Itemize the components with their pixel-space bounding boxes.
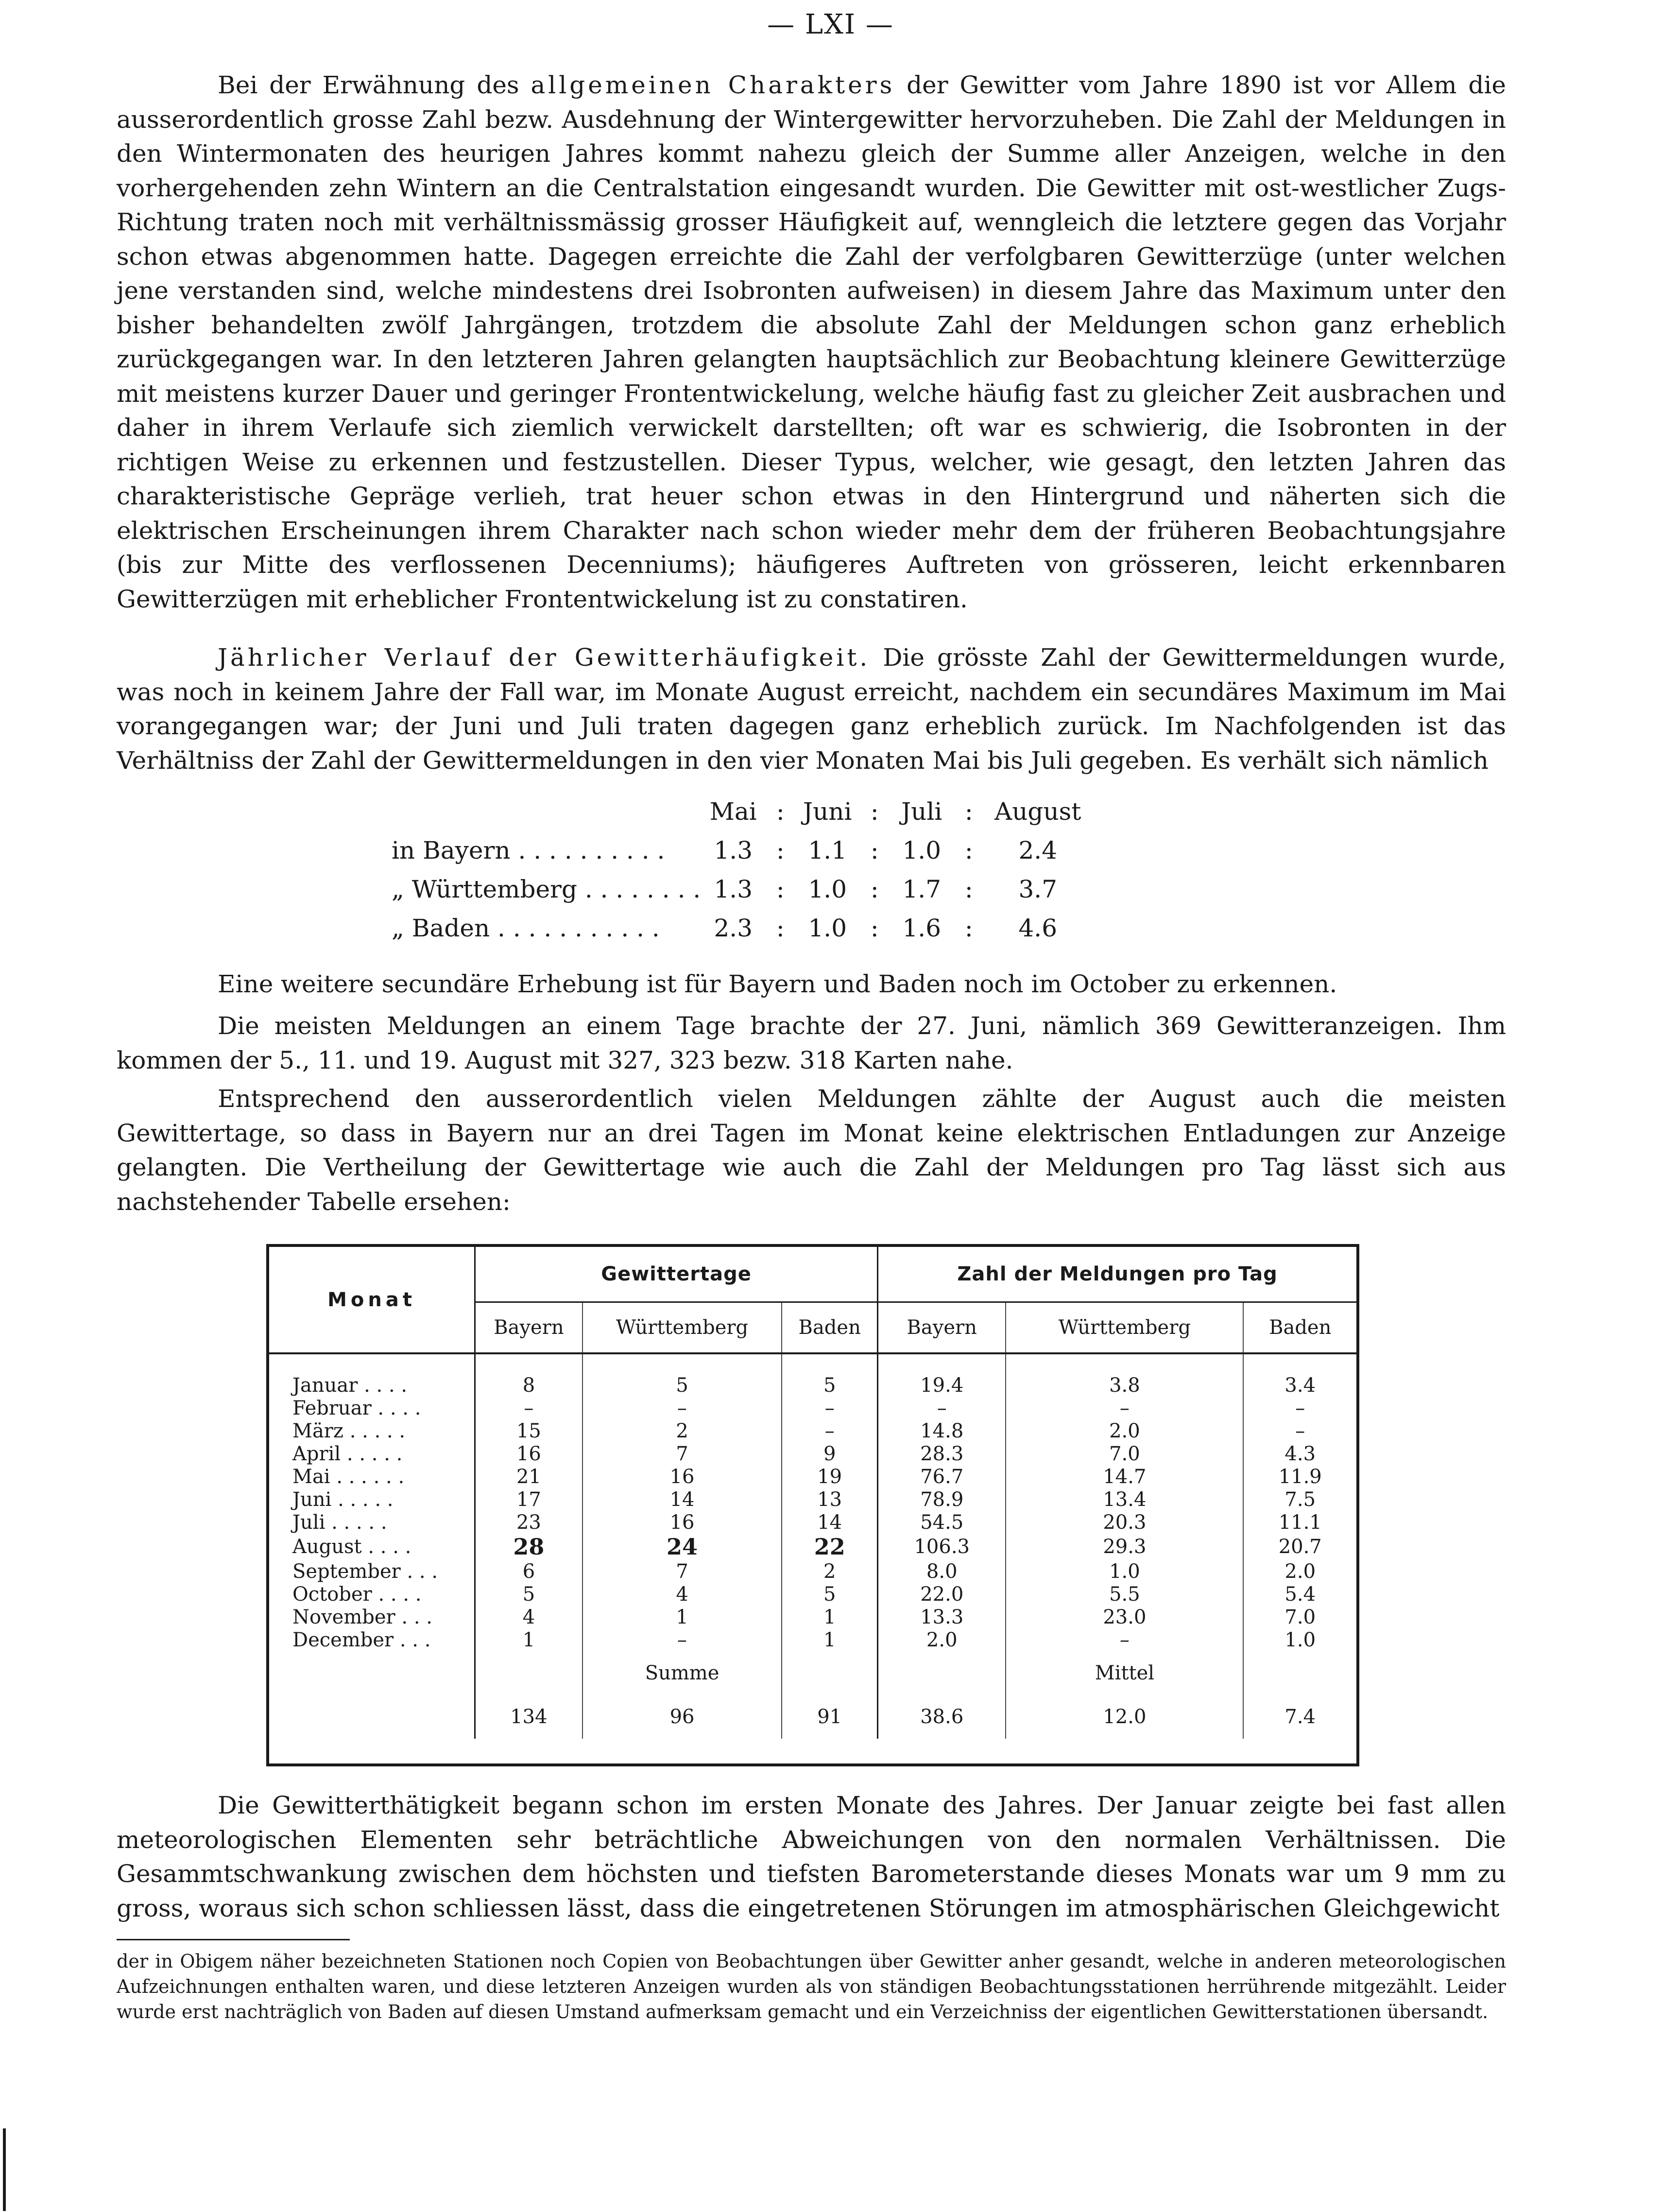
table-total: 12.0: [1006, 1695, 1243, 1739]
scan-edge-mark: [3, 2128, 6, 2211]
table-row: [269, 1397, 1356, 1419]
ratio-value: 1.6: [902, 914, 942, 942]
table-cell: 6: [475, 1560, 582, 1583]
table-cell: 4.3: [1243, 1442, 1356, 1465]
table-cell: 78.9: [878, 1488, 1006, 1511]
table-total: 7.4: [1243, 1695, 1356, 1739]
table-cell: 5: [582, 1374, 782, 1397]
table-cell: –: [475, 1397, 582, 1419]
ratio-separator: :: [964, 836, 973, 864]
table-cell: 8: [475, 1374, 582, 1397]
ratio-separator: :: [776, 836, 785, 864]
ratio-value: 1.3: [714, 836, 753, 864]
ratio-header-row: [389, 792, 1089, 831]
month-label: Juni . . . . .: [292, 1488, 394, 1511]
ratio-value: 2.3: [714, 914, 753, 942]
table-cell: 1: [782, 1606, 877, 1628]
month-label: Mai . . . . . .: [292, 1465, 405, 1488]
table-cell: 2.0: [1243, 1560, 1356, 1583]
table-cell: 24: [582, 1534, 782, 1560]
paragraph-january: Die Gewitterthätigkeit begann schon im ersten Monate des Jahres. Der Januar zeigte bei fast allen meteorologischen Elementen sehr beträchtliche Abweichungen von den normalen Verhältnissen. Die Gesammtschwankung zwischen dem höchsten und tiefsten Barometerstande dieses Monats war um 9 mm zu gross, woraus sich schon schliessen lässt, dass die eingetretenen Störungen im atmosphärischen Gleichgewicht: [117, 1791, 1506, 1922]
month-label: August . . . .: [292, 1536, 411, 1558]
table-cell: 7.0: [1243, 1606, 1356, 1628]
month-label: November . . .: [292, 1606, 432, 1628]
table-cell: 5: [782, 1583, 877, 1606]
table-row: [269, 1534, 1356, 1560]
table-cell: 7.0: [1006, 1442, 1243, 1465]
table-cell: 13: [782, 1488, 877, 1511]
spaced-heading-annual-course: Jährlicher Verlauf der Gewitterhäufigkeit.: [218, 643, 871, 672]
table-total: 96: [582, 1695, 782, 1739]
table-cell: 29.3: [1006, 1534, 1243, 1560]
table-cell: 76.7: [878, 1465, 1006, 1488]
table-cell: 2: [582, 1419, 782, 1442]
column-header: Baden: [1243, 1302, 1356, 1354]
table-cell: 20.7: [1243, 1534, 1356, 1560]
table-row: [269, 1583, 1356, 1606]
table-cell: 23: [475, 1511, 582, 1534]
ratio-row-label: „ Baden . . . . . . . . . . .: [392, 914, 660, 942]
table-totals-row: [269, 1695, 1356, 1739]
table-cell: 14.7: [1006, 1465, 1243, 1488]
table-cell: 7.5: [1243, 1488, 1356, 1511]
table-total: 38.6: [878, 1695, 1006, 1739]
table-cell: –: [582, 1397, 782, 1419]
table-cell: 54.5: [878, 1511, 1006, 1534]
table-cell: 28: [475, 1534, 582, 1560]
paragraph-general-character: [117, 68, 1506, 616]
month-label: Februar . . . .: [292, 1397, 421, 1419]
table-cell: –: [782, 1397, 877, 1419]
ratio-header: Juli: [901, 797, 942, 826]
ratio-value: 1.1: [808, 836, 847, 864]
column-header: Baden: [782, 1302, 877, 1354]
ratio-value: 1.7: [902, 875, 942, 903]
table-row: [269, 1465, 1356, 1488]
paragraph-october: Eine weitere secundäre Erhebung ist für Bayern und Baden noch im October zu erkennen.: [218, 970, 1337, 998]
table-cell: –: [1006, 1628, 1243, 1651]
table-cell: 14.8: [878, 1419, 1006, 1442]
table-cell: 1: [582, 1606, 782, 1628]
paragraph-body: der Gewitter vom Jahre 1890 ist vor Allem die ausserordentlich grosse Zahl bezw. Ausdehnung der Wintergewitter hervorzuheben. Die Zahl der Meldungen in den Wintermonaten des heurigen Jahres kommt nahezu gleich der Summe aller Anzeigen, welche in den vorhergehenden zehn Wintern an die Centralstation eingesandt wurden. Die Gewitter mit ost-westlicher Zugs-Richtung traten noch mit verhältnissmässig grosser Häufigkeit auf, wenngleich die letztere gegen das Vorjahr schon etwas abgenommen hatte. Dagegen erreichte die Zahl der verfolgbaren Gewitterzüge (unter welchen jene verstanden sind, welche mindestens drei Isobronten aufweisen) in diesem Jahre das Maximum unter den bisher behandelten zwölf Jahrgängen, trotzdem die absolute Zahl der Meldungen schon ganz erheblich zurückgegangen war. In den letzteren Jahren gelangten hauptsächlich zur Beobachtung kleinere Gewitterzüge mit meistens kurzer Dauer und geringer Frontentwickelung, welche häufig fast zu gleicher Zeit ausbrachen und daher in ihrem Verlaufe sich ziemlich verwickelt darstellten; oft war es schwierig, die Isobronten in der richtigen Weise zu erkennen und festzustellen. Dieser Typus, welcher, wie gesagt, den letzten Jahren das charakteristische Gepräge verlieh, trat heuer schon etwas in den Hintergrund und näherten sich die elektrischen Erscheinungen ihrem Charakter nach schon wieder mehr dem der früheren Beobachtungsjahre (bis zur Mitte des verflossenen Decenniums); häufigeres Auftreten von grösseren, leicht erkennbaren Gewitterzügen mit erheblicher Frontentwickelung ist zu constatiren.: [117, 71, 1506, 613]
table-row: [269, 1442, 1356, 1465]
month-label: December . . .: [292, 1628, 431, 1651]
table-cell: 20.3: [1006, 1511, 1243, 1534]
ratio-table: [389, 792, 1089, 948]
ratio-separator: :: [964, 914, 973, 942]
ratio-separator: :: [964, 875, 973, 903]
table-total: 134: [475, 1695, 582, 1739]
table-cell: –: [1006, 1397, 1243, 1419]
paragraph-most-reports: Die meisten Meldungen an einem Tage brachte der 27. Juni, nämlich 369 Gewitteranzeigen. Ihm kommen der 5., 11. und 19. August mit 327, 323 bezw. 318 Karten nahe.: [117, 1012, 1506, 1074]
group-header-gewittertage: Gewittertage: [475, 1247, 878, 1302]
ratio-row: [389, 870, 1089, 909]
table-cell: 21: [475, 1465, 582, 1488]
ratio-value: 4.6: [1018, 914, 1058, 942]
month-label: October . . . .: [292, 1583, 422, 1606]
table-cell: 22: [782, 1534, 877, 1560]
column-header: Württemberg: [1006, 1302, 1243, 1354]
table-cell: 1.0: [1006, 1560, 1243, 1583]
paragraph-body: Die grösste Zahl der Gewittermeldungen wurde, was noch in keinem Jahre der Fall war, im Monate August erreicht, nachdem ein secundäres Maximum im Mai vorangegangen war; der Juni und Juli traten dagegen ganz erheblich zurück. Im Nachfolgenden ist das Verhältniss der Zahl der Gewittermeldungen in den vier Monaten Mai bis Juli gegeben. Es verhält sich nämlich: [117, 643, 1506, 775]
ratio-separator: :: [870, 836, 879, 864]
table-cell: 14: [582, 1488, 782, 1511]
table-cell: 16: [582, 1511, 782, 1534]
ratio-separator: :: [870, 875, 879, 903]
ratio-separator: :: [964, 797, 973, 826]
table-cell: –: [1243, 1419, 1356, 1442]
table-cell: 7: [582, 1560, 782, 1583]
table-cell: 2: [782, 1560, 877, 1583]
table-cell: 2.0: [878, 1628, 1006, 1651]
label-mittel: Mittel: [1006, 1651, 1243, 1695]
table-cell: 3.4: [1243, 1374, 1356, 1397]
table-cell: 23.0: [1006, 1606, 1243, 1628]
table-cell: 28.3: [878, 1442, 1006, 1465]
ratio-value: 1.0: [808, 875, 847, 903]
ratio-separator: :: [776, 875, 785, 903]
table-cell: 5: [782, 1374, 877, 1397]
table-cell: 19: [782, 1465, 877, 1488]
table-row: [269, 1606, 1356, 1628]
ratio-value: 1.0: [808, 914, 847, 942]
footnote-rule: [117, 1939, 350, 1940]
table-cell: 22.0: [878, 1583, 1006, 1606]
ratio-separator: :: [870, 914, 879, 942]
table-cell: 4: [475, 1606, 582, 1628]
table-row: [269, 1419, 1356, 1442]
month-label: Januar . . . .: [292, 1374, 408, 1397]
table-cell: 5.5: [1006, 1583, 1243, 1606]
column-header: Württemberg: [582, 1302, 782, 1354]
month-label: April . . . . .: [292, 1442, 403, 1465]
table-cell: 1: [782, 1628, 877, 1651]
ratio-row-label: „ Württemberg . . . . . . . .: [392, 875, 701, 903]
thunderstorm-table: [266, 1244, 1359, 1766]
ratio-value: 3.7: [1018, 875, 1058, 903]
table-cell: 5: [475, 1583, 582, 1606]
table-cell: 16: [475, 1442, 582, 1465]
ratio-row: [389, 909, 1089, 948]
table-total: 91: [782, 1695, 877, 1739]
table-cell: 5.4: [1243, 1583, 1356, 1606]
table-cell: 2.0: [1006, 1419, 1243, 1442]
table-cell: 13.4: [1006, 1488, 1243, 1511]
page-number: — LXI —: [767, 9, 894, 40]
footnote: der in Obigem näher bezeichneten Stationen noch Copien von Beobachtungen über Gewitter anher gesandt, welche in anderen meteorologischen Aufzeichnungen enthalten waren, und diese letzteren Anzeigen wurden als von ständigen Beobachtungsstationen herrührende mitgezählt. Leider wurde erst nachträglich von Baden auf diesen Umstand aufmerksam gemacht und ein Verzeichniss der eigentlichen Gewitterstationen übersandt.: [117, 1951, 1506, 2022]
table-cell: –: [782, 1419, 877, 1442]
ratio-separator: :: [870, 797, 879, 826]
table-header-row: [269, 1247, 1356, 1302]
ratio-value: 2.4: [1018, 836, 1058, 864]
paragraph-annual-course: [117, 640, 1506, 778]
group-header-meldungen: Zahl der Meldungen pro Tag: [878, 1247, 1356, 1302]
table-cell: 4: [582, 1583, 782, 1606]
column-header-monat: Monat: [269, 1247, 475, 1353]
table-cell: 1.0: [1243, 1628, 1356, 1651]
table-cell: 16: [582, 1465, 782, 1488]
paragraph-thunder-days: Entsprechend den ausserordentlich vielen Meldungen zählte der August auch die meisten Gewittertage, so dass in Bayern nur an drei Tagen im Monat keine elektrischen Entladungen zur Anzeige gelangten. Die Vertheilung der Gewittertage wie auch die Zahl der Meldungen pro Tag lässt sich aus nachstehender Tabelle ersehen:: [117, 1085, 1506, 1216]
ratio-row-label: in Bayern . . . . . . . . . .: [392, 836, 665, 864]
ratio-separator: :: [776, 797, 785, 826]
ratio-value: 1.0: [902, 836, 942, 864]
table-cell: 8.0: [878, 1560, 1006, 1583]
table-cell: 17: [475, 1488, 582, 1511]
table-cell: 3.8: [1006, 1374, 1243, 1397]
ratio-row: [389, 831, 1089, 870]
table-label-row: [269, 1651, 1356, 1695]
table-cell: 19.4: [878, 1374, 1006, 1397]
table-cell: –: [1243, 1397, 1356, 1419]
table-cell: 15: [475, 1419, 582, 1442]
table-cell: 14: [782, 1511, 877, 1534]
ratio-header: August: [994, 797, 1081, 826]
column-header: Bayern: [475, 1302, 582, 1354]
label-summe: Summe: [582, 1651, 782, 1695]
ratio-value: 1.3: [714, 875, 753, 903]
month-label: September . . .: [292, 1560, 438, 1583]
ratio-header: Juni: [803, 797, 852, 826]
column-header: Bayern: [878, 1302, 1006, 1354]
table-row: [269, 1488, 1356, 1511]
table-cell: 1: [475, 1628, 582, 1651]
table-cell: –: [878, 1397, 1006, 1419]
ratio-separator: :: [776, 914, 785, 942]
table-cell: 9: [782, 1442, 877, 1465]
month-label: Juli . . . . .: [292, 1511, 387, 1534]
table-cell: 7: [582, 1442, 782, 1465]
month-label: März . . . . .: [292, 1419, 406, 1442]
table-cell: 11.1: [1243, 1511, 1356, 1534]
ratio-header: Mai: [709, 797, 757, 826]
table-cell: –: [582, 1628, 782, 1651]
table-cell: 11.9: [1243, 1465, 1356, 1488]
spaced-heading-general-character: allgemeinen Charakters: [531, 71, 895, 99]
table-cell: 13.3: [878, 1606, 1006, 1628]
table-row: [269, 1511, 1356, 1534]
table-row: [269, 1560, 1356, 1583]
paragraph-lead: Bei der Erwähnung des: [218, 71, 531, 99]
table-row: [269, 1374, 1356, 1397]
table-row: [269, 1628, 1356, 1651]
table-cell: 106.3: [878, 1534, 1006, 1560]
